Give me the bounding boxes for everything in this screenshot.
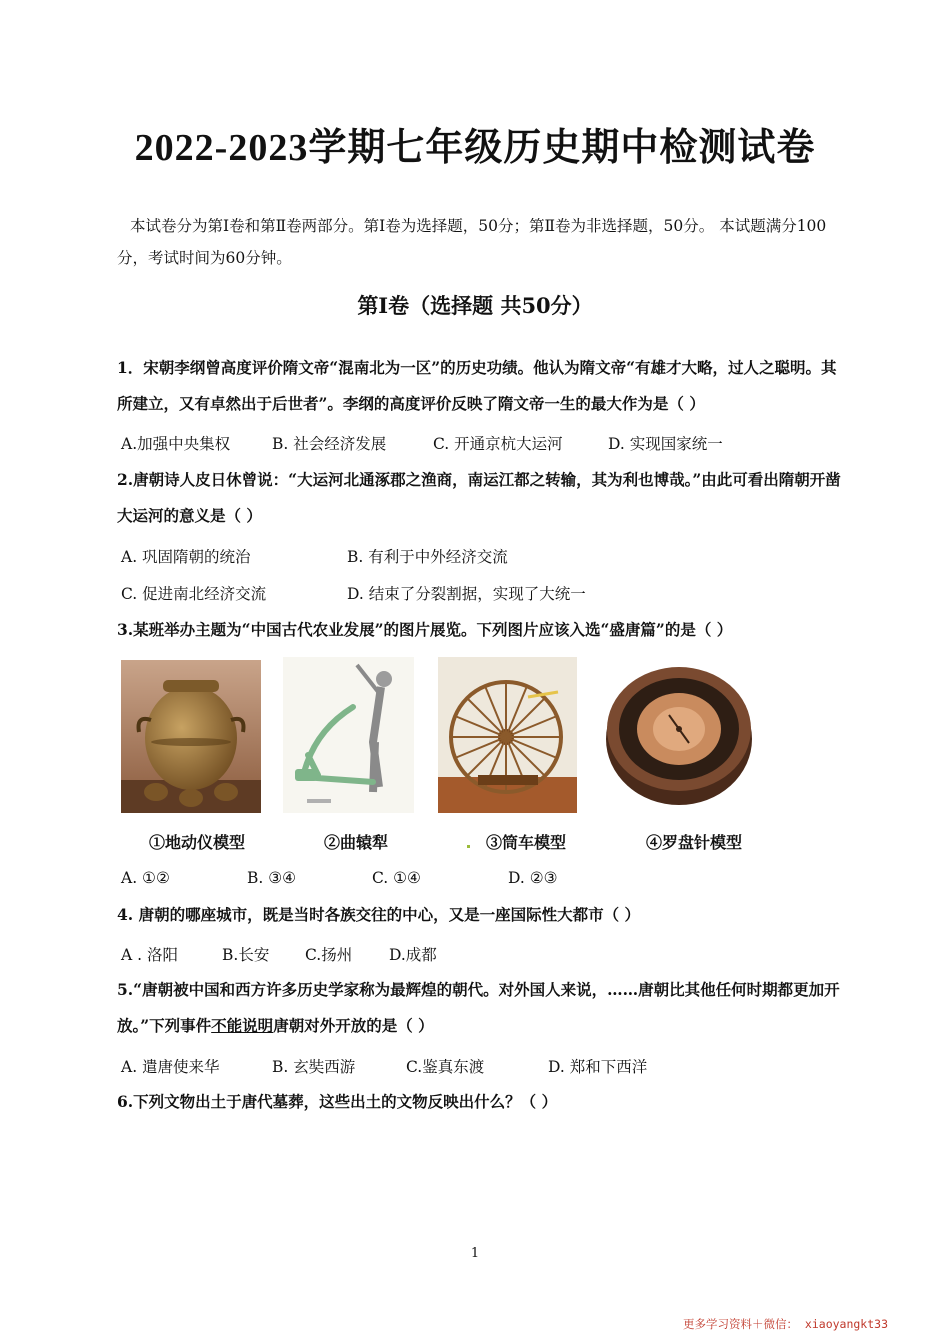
q5-option-a: A. 遣唐使来华	[121, 1058, 220, 1076]
q5-option-b: B. 玄奘西游	[272, 1058, 356, 1076]
q1-option-c: C. 开通京杭大运河	[433, 435, 563, 453]
question-6: 6.下列文物出土于唐代墓葬，这些出土的文物反映出什么？（ ）	[117, 1092, 558, 1111]
q3-option-c: C. ①④	[372, 869, 421, 887]
section-title: 第Ⅰ卷（选择题 共50分）	[357, 293, 593, 318]
compass-image	[603, 657, 755, 809]
q5-text-part2: 唐朝对外开放的是（ ）	[273, 1016, 434, 1035]
q3-option-b: B. ③④	[247, 869, 297, 887]
caption-plough: ②曲辕犁	[323, 833, 388, 852]
q5-text-part1: 5.“唐朝被中国和西方许多历史学家称为最辉煌的朝代。对外国人来说，……唐朝比其他任何时期都更加开放。”下列事件	[117, 980, 840, 1035]
caption-compass: ④罗盘针模型	[645, 833, 742, 852]
water-wheel-image	[438, 657, 577, 813]
question-3: 3.某班举办主题为“中国古代农业发展”的图片展览。下列图片应该入选“盛唐篇”的是（ ）	[117, 620, 733, 639]
q5-option-c: C.鉴真东渡	[406, 1058, 485, 1076]
q2-option-c: C. 促进南北经济交流	[121, 585, 267, 603]
q4-option-c: C.扬州	[305, 946, 353, 964]
page-title: 2022-2023学期七年级历史期中检测试卷	[134, 127, 816, 169]
plough-image	[283, 657, 414, 813]
caption-seismograph: ①地动仪模型	[148, 833, 245, 852]
page-number: 1	[470, 1246, 480, 1261]
intro-text: 本试卷分为第Ⅰ卷和第Ⅱ卷两部分。第Ⅰ卷为选择题，50分；第Ⅱ卷为非选择题，50分。 本试题满分100分，考试时间为60分钟。	[117, 217, 827, 267]
q2-option-d: D. 结束了分裂割据，实现了大统一	[347, 585, 586, 603]
q2-option-b: B. 有利于中外经济交流	[347, 548, 508, 566]
q4-option-a: A . 洛阳	[121, 946, 178, 964]
q1-option-b: B. 社会经济发展	[272, 435, 387, 453]
q1-option-a: A.加强中央集权	[121, 435, 231, 453]
question-4: 4. 唐朝的哪座城市，既是当时各族交往的中心，又是一座国际性大都市（ ）	[117, 905, 640, 924]
q1-option-d: D. 实现国家统一	[608, 435, 723, 453]
q3-option-a: A. ①②	[121, 869, 170, 887]
caption-water-wheel: ③筒车模型	[485, 833, 566, 852]
q4-option-b: B.长安	[222, 946, 270, 964]
question-2: 2.唐朝诗人皮日休曾说：“大运河北通涿郡之渔商，南运江都之转输，其为利也博哉。”由此可看出隋朝开凿大运河的意义是（ ）	[117, 470, 841, 525]
question-5	[117, 972, 842, 1044]
q3-option-d: D. ②③	[508, 869, 558, 887]
footer-ad: 更多学习资料＋微信： xiaoyangkt33	[683, 1317, 889, 1331]
q5-underlined: 不能说明	[211, 1016, 274, 1035]
question-1: 1．宋朝李纲曾高度评价隋文帝“混南北为一区”的历史功绩。他认为隋文帝“有雄才大略，过人之聪明。其所建立，又有卓然出于后世者”。李纲的高度评价反映了隋文帝一生的最大作为是（ ）	[117, 358, 837, 413]
seismograph-image	[121, 660, 261, 813]
q4-option-d: D.成都	[389, 946, 437, 964]
q2-option-a: A. 巩固隋朝的统治	[121, 548, 251, 566]
q5-option-d: D. 郑和下西洋	[548, 1058, 648, 1076]
